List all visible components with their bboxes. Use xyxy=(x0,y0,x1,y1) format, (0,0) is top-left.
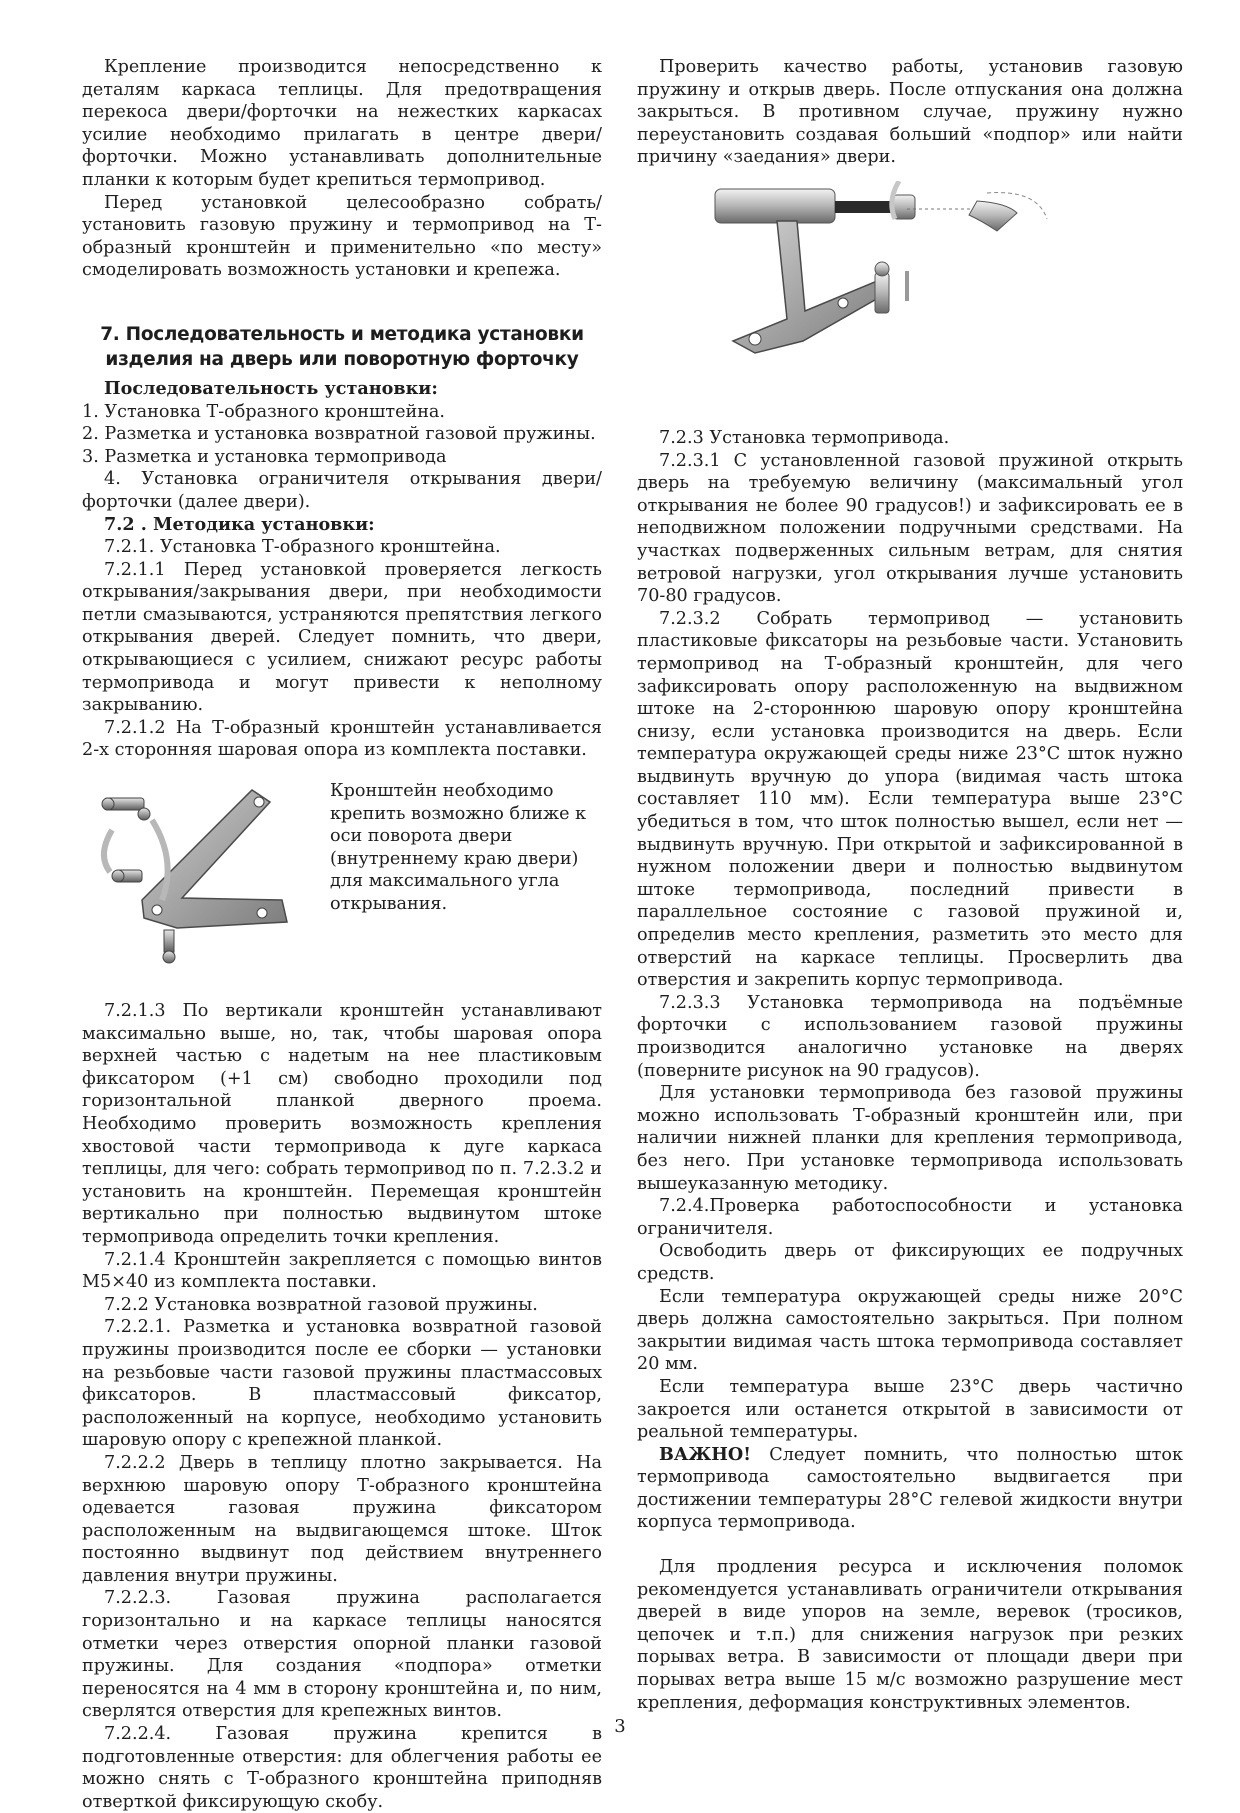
method-title: 7.2 . Методика установки: xyxy=(104,513,375,535)
curved-arrow-icon xyxy=(104,830,112,872)
sequence-item: 2. Разметка и установка возвратной газовой пружины. xyxy=(82,424,596,445)
temp-20-paragraph: Если температура окружающей среды ниже 20°С дверь должна самостоятельно закрыться. При полном закрытии видимая часть штока термопривода составляет 20 мм. xyxy=(637,1286,1183,1375)
intro-paragraph: Крепление производится непосредственно к деталям каркаса теплицы. Для предотвращения перекоса двери/форточки на нежестких каркасах усилие необходимо прилагать в центре двери/форточки. Можно устанавливать дополнительные планки к которым будет крепиться термопривод. xyxy=(82,57,602,190)
without-spring-paragraph: Для установки термопривода без газовой пружины можно использовать Т-образный кронштейн или, при наличии нижней планки для крепления термопривода, без него. При установке термопривода использовать вышеуказанную методику. xyxy=(637,1083,1183,1194)
important-paragraph xyxy=(637,1444,1183,1534)
page-number: 3 xyxy=(614,1716,626,1737)
t-bracket-illustration xyxy=(82,780,312,970)
bracket-figure xyxy=(82,780,602,970)
subsection-7-2-3: 7.2.3 Установка термопривода. xyxy=(659,427,950,448)
important-text: Следует помнить, что полностью шток термопривода самостоятельно выдвигается при достижении температуры 28°С гелевой жидкости внутри корпуса термопривода. xyxy=(637,1444,1183,1533)
section-heading: 7. Последовательность и методика установки изделия на дверь или поворотную форточку xyxy=(100,323,584,370)
subsection-7-2-1-2: 7.2.1.2 На Т-образный кронштейн устанавливается 2-х сторонняя шаровая опора из комплекта поставки. xyxy=(82,717,602,761)
sequence-item: 3. Разметка и установка термопривода xyxy=(82,446,447,467)
right-column xyxy=(637,56,1183,1714)
subsection-7-2-1-4: 7.2.1.4 Кронштейн закрепляется с помощью винтов М5×40 из комплекта поставки. xyxy=(82,1249,602,1293)
subsection-7-2-2-1: 7.2.2.1. Разметка и установка возвратной газовой пружины производится после ее сборки — установки на резьбовые части газовой пружины пластмассовых фиксаторов. В пластмассовый фиксатор, расположенный на корпусе, необходимо установить шаровую опору с крепежной планкой. xyxy=(82,1317,602,1451)
sequence-item: 4. Установка ограничителя открывания двери/форточки (далее двери). xyxy=(82,469,602,512)
final-paragraph: Для продления ресурса и исключения поломок рекомендуется устанавливать ограничители открывания дверей в виде упоров на земле, веревок (тросиков, цепочек и т.п.) для снижения нагрузок при резких порывах ветра. В зависимости от площади двери при порывах ветра выше 15 м/с возможно разрушение мест крепления, деформация конструктивных элементов. xyxy=(637,1557,1183,1713)
subsection-7-2-3-3: 7.2.3.3 Установка термопривода на подъёмные форточки с использованием газовой пружины производится аналогично установке на дверях (поверните рисунок на 90 градусов). xyxy=(637,992,1183,1081)
subsection-7-2-3-2: 7.2.3.2 Собрать термопривод — установить пластиковые фиксаторы на резьбовые части. Установить термопривод на Т-образный кронштейн, для чего зафиксировать опору расположенную на выдвижном штоке на 2-стороннюю шаровую опору кронштейна снизу, если установка производится на дверь. Если температура окружающей среды ниже 23°С шток нужно выдвинуть вручную до упора (видимая часть штока составляет 110 мм). Если температура выше 23°С убедиться в том, что шток полностью вышел, если нет — выдвинуть вручную. При открытой и зафиксированной в нужном положении двери и полностью выдвинутом штоке термопривода, последний привести в параллельное состояние с газовой пружиной и, определив место крепления, разметить это место для отверстий на каркасе теплицы. Просверлить два отверстия и закрепить корпус термопривода. xyxy=(637,608,1183,991)
left-column xyxy=(82,56,602,1813)
ball-joint-top xyxy=(102,798,150,820)
temp-23-paragraph: Если температура выше 23°С дверь частично закроется или останется открытой в зависимости от реальной температуры. xyxy=(637,1376,1183,1443)
subsection-7-2-4: 7.2.4.Проверка работоспособности и установка ограничителя. xyxy=(637,1196,1183,1239)
sequence-title: Последовательность установки: xyxy=(104,377,438,399)
subsection-7-2-2-3: 7.2.2.3. Газовая пружина располагается горизонтально и на каркасе теплицы наносятся отметки через отверстия опорной планки газовой пружины. Для создания «подпора» отметки переносятся на 4 мм в сторону кронштейна и, по ним, сверлятся отверстия для крепежных винтов. xyxy=(82,1588,602,1722)
subsection-7-2-2-2: 7.2.2.2 Дверь в теплицу плотно закрывается. На верхнюю шаровую опору Т-образного кронштейна одевается газовая пружина фиксатором расположенным на выдвигающемся штоке. Шток постоянно выдвинут под действием внутреннего давления внутри пружины. xyxy=(82,1452,602,1586)
important-label: ВАЖНО! xyxy=(659,1443,751,1465)
spring-figure xyxy=(637,181,1183,421)
subsection-7-2-3-1: 7.2.3.1 С установленной газовой пружиной открыть дверь на требуемую величину (максимальный угол открывания не более 90 градусов!) и зафиксировать ее в неподвижном положении подручными средствами. На участках подверженных сильным ветрам, для снятия ветровой нагрузки, угол открывания лучше установить 70-80 градусов. xyxy=(637,450,1183,607)
subsection-7-2-1-3: 7.2.1.3 По вертикали кронштейн устанавливают максимально выше, но, так, чтобы шаровая опора верхней частью с надетым на нее пластиковым фиксатором (+1 см) свободно проходили под горизонтальной планкой дверного проема. Необходимо проверить возможность крепления хвостовой части термопривода к дуге каркаса теплицы, для чего: собрать термопривод по п. 7.2.3.2 и установить на кронштейн. Перемещая кронштейн вертикально при полностью выдвинутом штоке термопривода определить точки крепления. xyxy=(82,1001,602,1247)
subsection-7-2-2: 7.2.2 Установка возвратной газовой пружины. xyxy=(104,1294,538,1315)
gas-spring-illustration xyxy=(637,181,1183,421)
subsection-7-2-2-4: 7.2.2.4. Газовая пружина крепится в подготовленные отверстия: для облегчения работы ее можно снять с Т-образного кронштейна приподняв отверткой фиксирующую скобу. xyxy=(82,1724,602,1812)
subsection-7-2-1-1: 7.2.1.1 Перед установкой проверяется легкость открывания/закрывания двери, при необходимости петли смазываются, устраняются препятствия легкого открывания дверей. Следует помнить, что двери, открывающиеся с усилием, снижают ресурс работы термопривода и могут привести к неполному закрыванию. xyxy=(82,559,602,716)
subsection-7-2-1: 7.2.1. Установка Т-образного кронштейна. xyxy=(104,537,501,558)
preassembly-paragraph: Перед установкой целесообразно собрать/установить газовую пружину и термопривод на Т-образный кронштейн и применительно «по месту» смоделировать возможность установки и крепежа. xyxy=(82,192,602,281)
release-paragraph: Освободить дверь от фиксирующих ее подручных средств. xyxy=(637,1241,1183,1284)
check-paragraph: Проверить качество работы, установив газовую пружину и открыв дверь. После отпускания она должна закрыться. В противном случае, пружину нужно переустановить создавая больший «подпор» или найти причину «заедания» двери. xyxy=(637,57,1183,168)
figure-caption: Кронштейн необходимо крепить возможно ближе к оси поворота двери (внутреннему краю двери) для максимального угла открывания. xyxy=(330,781,587,914)
sequence-item: 1. Установка Т-образного кронштейна. xyxy=(82,401,446,422)
